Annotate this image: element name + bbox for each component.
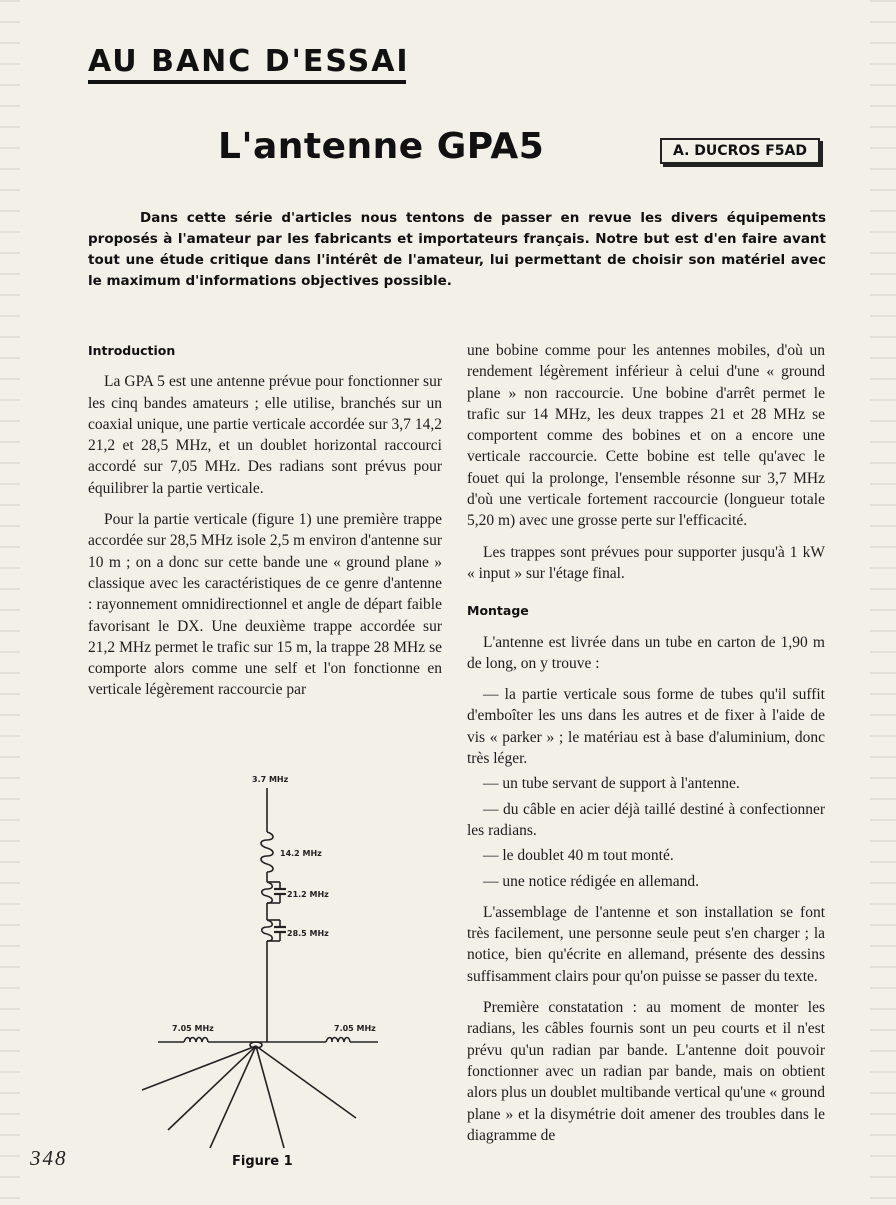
label-dipole-left: 7.05 MHz [172,1024,214,1033]
body-paragraph: L'assemblage de l'antenne et son installation se font très facilement, une personne seule peut s'en charger ; la notice, bien qu'écrite en allemand, présente des dessins suffisamment clairs pour qu'on puisse se passer du texte. [467,903,825,985]
section-title-rule [88,80,406,84]
list-item: — un tube servant de support à l'antenne. [483,775,740,793]
label-3-7-mhz: 3.7 MHz [252,775,289,784]
trap-21-2-coil-icon [262,882,273,903]
body-paragraph: Les trappes sont prévues pour supporter jusqu'à 1 kW « input » sur l'étage final. [467,543,825,582]
figure-caption: Figure 1 [232,1154,293,1169]
list-item: — du câble en acier déjà taillé destiné à confectionner les radians. [467,800,825,839]
list-item: — le doublet 40 m tout monté. [483,847,674,865]
left-column [88,340,442,711]
bleed-through-left [0,0,20,1205]
dipole-left-coil-icon [184,1038,208,1043]
author-name: A. DUCROS F5AD [673,143,807,159]
article-title: L'antenne GPA5 [218,126,545,167]
label-21-2-mhz: 21.2 MHz [287,890,329,899]
lead-paragraph: Dans cette série d'articles nous tentons de passer en revue les divers équipements proposés à l'amateur par les fabricants et importateurs français. Notre but est d'en faire avant tout une étude critique dans l'intérêt de l'amateur, lui permettant de choisir son matériel avec le maximum d'informations objectives possible. [88,210,826,289]
label-28-5-mhz: 28.5 MHz [287,929,329,938]
label-14-2-mhz: 14.2 MHz [280,849,322,858]
montage-heading: Montage [467,603,529,619]
introduction-heading: Introduction [88,343,176,358]
trap-28-5-coil-icon [262,920,273,941]
label-dipole-right: 7.05 MHz [334,1024,376,1033]
radial-wire [256,1046,284,1148]
list-item: — une notice rédigée en allemand. [483,872,700,890]
section-title: AU BANC D'ESSAI [88,44,410,79]
list-item: — la partie verticale sous forme de tubes qu'il suffit d'emboîter les uns dans les autres et de fixer à l'aide de vis « parker » ; le matériau est à base d'aluminium, donc très léger. [467,686,825,768]
body-paragraph: une bobine comme pour les antennes mobiles, d'où un rendement légèrement inférieur à celui d'une « ground plane » non raccourcie. Une bobine d'arrêt permet le trafic sur 14 MHz, les deux trappes 21 et 28 MHz se comportent comme des bobines et on a encore une verticale raccourcie. Cette bobine est telle qu'avec le fouet qui la prolonge, l'ensemble résonne sur 3,7 MHz d'où une verticale fortement raccourcie (longueur totale 5,20 m) avec une grosse perte sur l'efficacité. [467,342,825,530]
radial-wire [256,1046,356,1118]
dipole-right-coil-icon [326,1038,350,1043]
author-box [660,138,820,164]
body-paragraph: Pour la partie verticale (figure 1) une première trappe accordée sur 28,5 MHz isole 2,5 m environ d'antenne sur 10 m ; on a donc sur cette bande une « ground plane » classique avec les caractéristiques de ce genre d'antenne : rayonnement omnidirectionnel et angle de départ faible favorisant le DX. Une deuxième trappe accordée sur 21,2 MHz permet le trafic sur 15 m, la trappe 28 MHz se comporte alors comme une self et l'on fonctionne en verticale légèrement raccourcie par [88,511,442,699]
body-paragraph: L'antenne est livrée dans un tube en carton de 1,90 m de long, on y trouve : [467,633,825,672]
coil-14-2-icon [261,832,273,872]
page-number: 348 [30,1146,68,1170]
body-paragraph: La GPA 5 est une antenne prévue pour fonctionner sur les cinq bandes amateurs ; elle utilise, branchés sur un coaxial unique, une partie verticale accordée sur 3,7 14,2 21,2 et 28,5 MHz, et un doublet horizontal raccourci accordé sur 7,05 MHz. Des radians sont prévus pour équilibrer la partie verticale. [88,373,442,497]
radial-wire [168,1046,256,1130]
antenna-diagram [88,770,442,1150]
bleed-through-right [870,0,896,1205]
right-column [467,340,825,1156]
body-paragraph: Première constatation : au moment de monter les radians, les câbles fournis sont un peu courts et il n'est prévu qu'un radian par bande. L'antenne doit pouvoir fonctionner avec un radian par bande, mais on obtient alors plus un doublet multibande vertical qu'une « ground plane » et la disymétrie doit amener des troubles dans le diagramme de [467,999,825,1144]
